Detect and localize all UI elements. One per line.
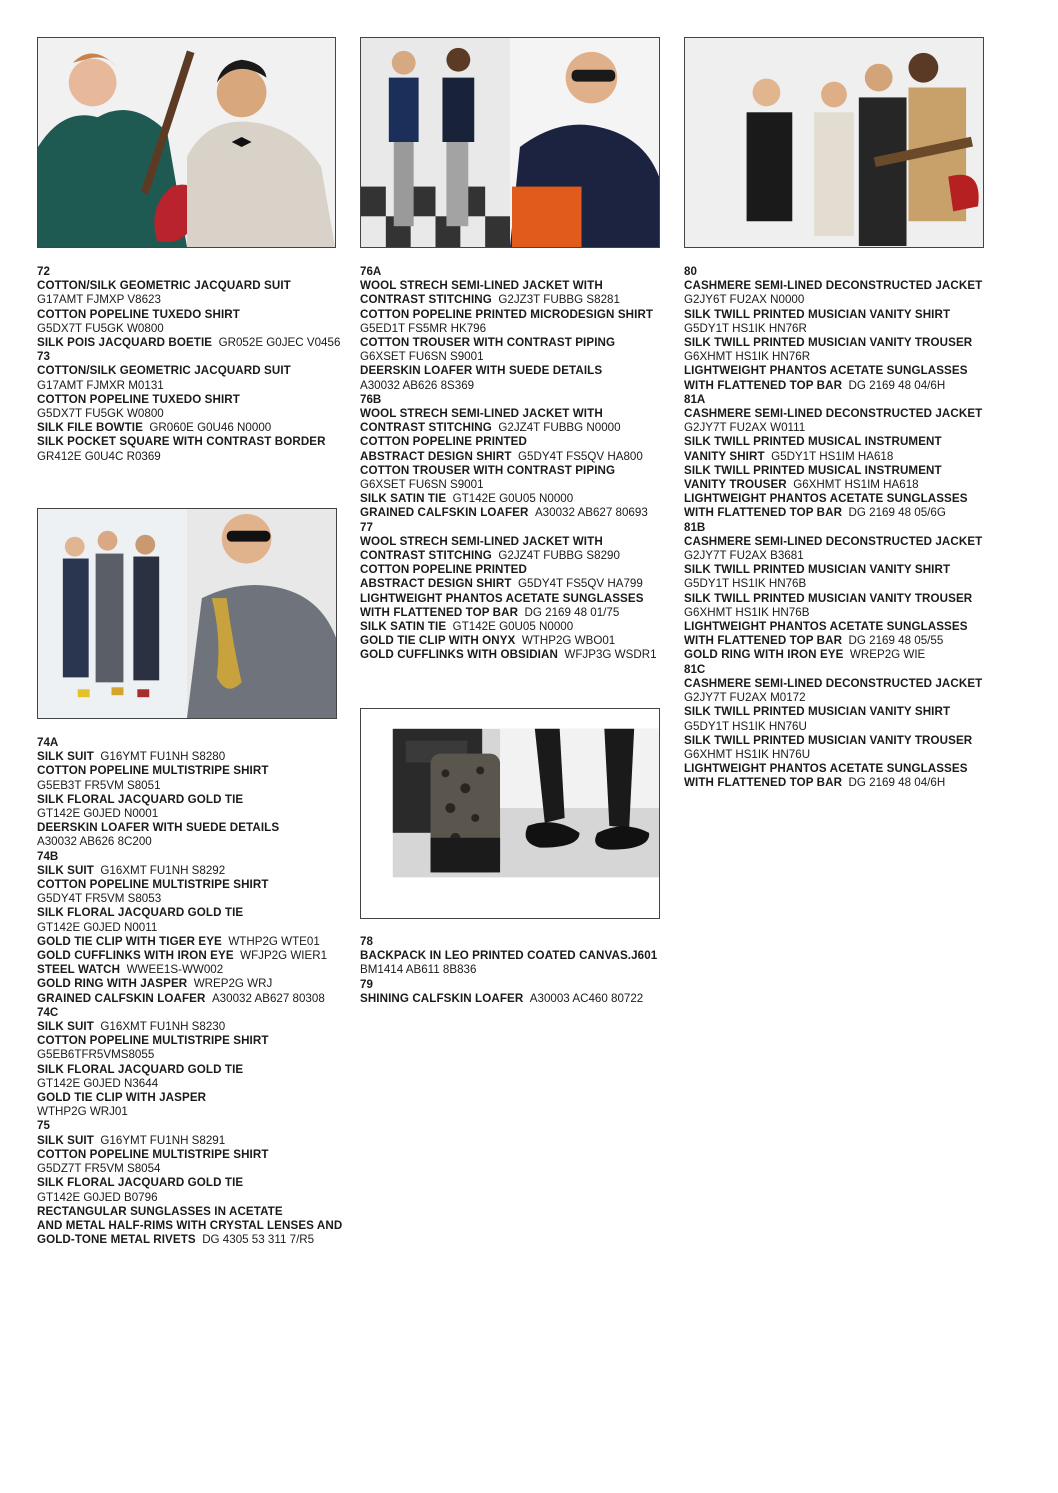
item-code: GT142E G0JED N0001 <box>37 807 159 821</box>
item-code: G2JY7T FU2AX W0111 <box>684 421 806 435</box>
item-line <box>37 407 347 421</box>
item-name: GRAINED CALFSKIN LOAFER <box>360 506 529 520</box>
item-code: DG 2169 48 04/6H <box>848 378 946 392</box>
item-name: GOLD TIE CLIP WITH ONYX <box>360 634 516 648</box>
item-code: G5DX7T FU5GK W0800 <box>37 407 164 421</box>
item-line <box>360 350 670 364</box>
item-name: COTTON POPELINE MULTISTRIPE SHIRT <box>37 878 269 892</box>
look-number <box>37 850 347 864</box>
item-line <box>360 620 670 634</box>
look-number <box>360 935 670 949</box>
item-name: ABSTRACT DESIGN SHIRT <box>360 577 512 591</box>
item-line <box>684 748 994 762</box>
item-code: G6XHMT HS1IK HN76U <box>684 747 811 761</box>
look-number <box>360 521 670 535</box>
item-line <box>684 435 994 449</box>
caption-block-col2-top <box>360 265 670 663</box>
item-name: GRAINED CALFSKIN LOAFER <box>37 991 206 1005</box>
look-number <box>684 393 994 407</box>
item-line <box>37 835 347 849</box>
item-code: GT142E G0JED N3644 <box>37 1076 159 1090</box>
item-name: GOLD TIE CLIP WITH JASPER <box>37 1091 207 1105</box>
look-number-text: 78 <box>360 935 373 948</box>
item-name: COTTON/SILK GEOMETRIC JACQUARD SUIT <box>37 364 291 378</box>
item-line <box>37 1105 347 1119</box>
item-line <box>360 592 670 606</box>
item-line <box>37 1176 347 1190</box>
item-line <box>37 1091 347 1105</box>
item-line <box>360 563 670 577</box>
item-line <box>360 634 670 648</box>
caption-block-col1-top <box>37 265 347 464</box>
item-code: A30032 AB626 8S369 <box>360 378 475 392</box>
item-line <box>37 1077 347 1091</box>
item-code: G2JY7T FU2AX B3681 <box>684 549 804 563</box>
item-line <box>37 1219 347 1233</box>
item-line <box>360 308 670 322</box>
item-name: WOOL STRECH SEMI-LINED JACKET WITH <box>360 407 603 421</box>
item-code: G5DZ7T FR5VM S8054 <box>37 1162 161 1176</box>
item-name: ABSTRACT DESIGN SHIRT <box>360 449 512 463</box>
look-number <box>37 350 347 364</box>
item-line <box>37 293 347 307</box>
item-line <box>684 563 994 577</box>
look-number <box>37 1119 347 1133</box>
item-line <box>37 977 347 991</box>
item-line <box>684 620 994 634</box>
item-name: GOLD CUFFLINKS WITH IRON EYE <box>37 949 234 963</box>
caption-block-col1-bottom <box>37 736 347 1247</box>
item-line <box>360 379 670 393</box>
item-name: SILK TWILL PRINTED MUSICIAN VANITY SHIRT <box>684 307 951 321</box>
item-line <box>684 648 994 662</box>
item-code: G2JZ4T FUBBG N0000 <box>498 421 621 435</box>
item-line <box>37 1205 347 1219</box>
look-number-text: 76A <box>360 265 382 278</box>
item-code: G5DY1T HS1IK HN76U <box>684 719 807 733</box>
item-code: A30032 AB627 80308 <box>211 991 325 1005</box>
item-line <box>684 634 994 648</box>
item-code: G5DY1T HS1IM HA618 <box>771 449 894 463</box>
look-number-text: 76B <box>360 392 382 406</box>
caption-block-col3 <box>684 265 994 791</box>
item-line <box>37 750 347 764</box>
item-line <box>684 379 994 393</box>
item-name: SILK SUIT <box>37 750 94 764</box>
item-line <box>37 1191 347 1205</box>
item-name: CASHMERE SEMI-LINED DECONSTRUCTED JACKET <box>684 676 983 690</box>
item-line <box>37 1148 347 1162</box>
item-line <box>37 308 347 322</box>
item-line <box>37 364 347 378</box>
item-name: GOLD CUFFLINKS WITH OBSIDIAN <box>360 648 558 662</box>
item-name: STEEL WATCH <box>37 963 121 977</box>
item-line <box>360 606 670 620</box>
item-line <box>37 779 347 793</box>
look-number-text: 81A <box>684 392 706 406</box>
item-line <box>360 407 670 421</box>
item-line <box>360 435 670 449</box>
item-line <box>37 793 347 807</box>
item-code: G5DY4T FR5VM S8053 <box>37 892 162 906</box>
item-code: G6XHMT HS1IM HA618 <box>793 478 919 492</box>
item-line <box>360 293 670 307</box>
item-name: COTTON POPELINE TUXEDO SHIRT <box>37 392 240 406</box>
item-code: WTHP2G WBO01 <box>521 634 616 648</box>
item-code: GT142E G0U05 N0000 <box>452 620 574 634</box>
item-line <box>684 308 994 322</box>
look-number-text: 79 <box>360 977 373 991</box>
caption-block-col2-bottom <box>360 935 670 1006</box>
item-name: WITH FLATTENED TOP BAR <box>684 506 843 520</box>
item-line <box>360 421 670 435</box>
item-name: COTTON POPELINE PRINTED <box>360 563 527 577</box>
item-line <box>37 906 347 920</box>
item-code: WWEE1S-WW002 <box>126 963 224 977</box>
look-number <box>684 521 994 535</box>
item-code: G5DY1T HS1IK HN76R <box>684 321 807 335</box>
item-name: COTTON POPELINE PRINTED <box>360 435 527 449</box>
item-code: G16YMT FU1NH S8291 <box>100 1133 226 1147</box>
item-name: LIGHTWEIGHT PHANTOS ACETATE SUNGLASSES <box>684 620 968 634</box>
item-line <box>360 963 670 977</box>
item-line <box>684 322 994 336</box>
item-line <box>37 1034 347 1048</box>
item-line <box>37 992 347 1006</box>
item-name: SILK POIS JACQUARD BOETIE <box>37 336 213 350</box>
item-code: G5DY4T FS5QV HA800 <box>518 449 643 463</box>
item-name: GOLD RING WITH IRON EYE <box>684 648 844 662</box>
item-name: SILK FLORAL JACQUARD GOLD TIE <box>37 792 244 806</box>
item-line <box>360 506 670 520</box>
item-line <box>684 350 994 364</box>
item-name: RECTANGULAR SUNGLASSES IN ACETATE <box>37 1204 283 1218</box>
item-name: WOOL STRECH SEMI-LINED JACKET WITH <box>360 534 603 548</box>
item-code: BM1414 AB611 8B836 <box>360 963 477 977</box>
item-name: CONTRAST STITCHING <box>360 293 492 307</box>
item-name: SILK SATIN TIE <box>360 620 447 634</box>
item-name: COTTON/SILK GEOMETRIC JACQUARD SUIT <box>37 279 291 293</box>
item-name: COTTON POPELINE PRINTED MICRODESIGN SHIRT <box>360 307 654 321</box>
item-line <box>684 407 994 421</box>
item-line <box>684 279 994 293</box>
item-line <box>360 464 670 478</box>
photo-look-80-81 <box>684 37 984 248</box>
item-line <box>37 379 347 393</box>
item-code: A30032 AB627 80693 <box>534 506 648 520</box>
item-line <box>684 506 994 520</box>
item-name: SILK TWILL PRINTED MUSICIAN VANITY TROUSER <box>684 591 973 605</box>
photo-look-72-73 <box>37 37 336 248</box>
item-code: G2JY6T FU2AX N0000 <box>684 293 805 307</box>
look-number <box>360 978 670 992</box>
look-number-text: 77 <box>360 520 373 534</box>
item-line <box>360 648 670 662</box>
item-code: G6XHMT HS1IK HN76B <box>684 605 810 619</box>
item-name: GOLD-TONE METAL RIVETS <box>37 1233 196 1247</box>
item-name: SILK FLORAL JACQUARD GOLD TIE <box>37 1176 244 1190</box>
item-line <box>37 450 347 464</box>
item-name: VANITY TROUSER <box>684 478 787 492</box>
photo-look-74-75 <box>37 508 337 719</box>
look-number-text: 74A <box>37 736 59 749</box>
item-line <box>37 963 347 977</box>
item-name: SILK TWILL PRINTED MUSICIAN VANITY SHIRT <box>684 705 951 719</box>
look-number <box>684 265 994 279</box>
item-code: GR412E G0U4C R0369 <box>37 449 161 463</box>
item-code: WTHP2G WTE01 <box>228 934 320 948</box>
item-code: GT142E G0JED B0796 <box>37 1190 158 1204</box>
item-line <box>37 393 347 407</box>
item-name: SILK TWILL PRINTED MUSICIAN VANITY SHIRT <box>684 563 951 577</box>
item-code: WFJP2G WIER1 <box>240 949 328 963</box>
item-name: WITH FLATTENED TOP BAR <box>684 634 843 648</box>
item-code: G2JZ3T FUBBG S8281 <box>498 293 620 307</box>
item-name: BACKPACK IN LEO PRINTED COATED CANVAS.J601 <box>360 949 658 963</box>
item-line <box>684 705 994 719</box>
item-code: G5DX7T FU5GK W0800 <box>37 321 164 335</box>
look-number <box>360 265 670 279</box>
item-line <box>37 864 347 878</box>
item-line <box>37 435 347 449</box>
item-line <box>37 279 347 293</box>
item-name: WITH FLATTENED TOP BAR <box>684 378 843 392</box>
item-line <box>684 421 994 435</box>
item-name: GOLD RING WITH JASPER <box>37 977 188 991</box>
item-line <box>684 606 994 620</box>
photo-look-78-79 <box>360 708 660 919</box>
item-line <box>684 720 994 734</box>
item-line <box>37 322 347 336</box>
item-name: DEERSKIN LOAFER WITH SUEDE DETAILS <box>360 364 603 378</box>
item-name: SILK FILE BOWTIE <box>37 421 143 435</box>
item-code: WREP2G WRJ <box>193 977 273 991</box>
item-name: SILK SATIN TIE <box>360 492 447 506</box>
look-number-text: 80 <box>684 265 697 278</box>
item-name: CONTRAST STITCHING <box>360 421 492 435</box>
item-line <box>37 336 347 350</box>
item-name: WITH FLATTENED TOP BAR <box>360 605 519 619</box>
item-line <box>684 478 994 492</box>
item-line <box>684 293 994 307</box>
item-name: SILK SUIT <box>37 1020 94 1034</box>
item-name: SILK TWILL PRINTED MUSICAL INSTRUMENT <box>684 463 942 477</box>
item-code: G17AMT FJMXR M0131 <box>37 378 164 392</box>
item-line <box>684 577 994 591</box>
item-name: COTTON TROUSER WITH CONTRAST PIPING <box>360 336 616 350</box>
item-name: WITH FLATTENED TOP BAR <box>684 776 843 790</box>
item-name: SILK TWILL PRINTED MUSICIAN VANITY TROUSER <box>684 733 973 747</box>
item-code: G6XSET FU6SN S9001 <box>360 350 484 364</box>
item-name: CONTRAST STITCHING <box>360 549 492 563</box>
item-line <box>360 549 670 563</box>
item-line <box>684 549 994 563</box>
item-code: GT142E G0U05 N0000 <box>452 492 574 506</box>
item-code: DG 2169 48 05/6G <box>848 506 946 520</box>
photo-look-76-77 <box>360 37 660 248</box>
item-line <box>684 450 994 464</box>
item-line <box>360 478 670 492</box>
item-line <box>684 776 994 790</box>
look-number <box>360 393 670 407</box>
item-name: WOOL STRECH SEMI-LINED JACKET WITH <box>360 279 603 293</box>
item-code: G5EB6TFR5VMS8055 <box>37 1048 155 1062</box>
item-code: DG 2169 48 05/55 <box>848 634 944 648</box>
item-line <box>37 1134 347 1148</box>
look-number <box>37 265 347 279</box>
item-code: G17AMT FJMXP V8623 <box>37 293 161 307</box>
item-code: G2JZ4T FUBBG S8290 <box>498 549 620 563</box>
item-line <box>360 492 670 506</box>
item-code: G5EB3T FR5VM S8051 <box>37 778 161 792</box>
item-name: LIGHTWEIGHT PHANTOS ACETATE SUNGLASSES <box>684 762 968 776</box>
item-name: COTTON TROUSER WITH CONTRAST PIPING <box>360 463 616 477</box>
look-number <box>37 1006 347 1020</box>
item-name: SILK SUIT <box>37 1133 94 1147</box>
item-code: WREP2G WIE <box>849 648 926 662</box>
item-name: VANITY SHIRT <box>684 449 765 463</box>
item-line <box>37 921 347 935</box>
item-name: GOLD TIE CLIP WITH TIGER EYE <box>37 934 222 948</box>
look-number-text: 81C <box>684 662 706 676</box>
item-line <box>360 949 670 963</box>
item-line <box>360 577 670 591</box>
item-line <box>37 949 347 963</box>
item-line <box>37 764 347 778</box>
item-code: G16XMT FU1NH S8292 <box>100 863 226 877</box>
item-code: A30032 AB626 8C200 <box>37 835 152 849</box>
item-code: G16XMT FU1NH S8230 <box>100 1020 226 1034</box>
item-name: COTTON POPELINE MULTISTRIPE SHIRT <box>37 1147 269 1161</box>
item-name: SILK FLORAL JACQUARD GOLD TIE <box>37 1062 244 1076</box>
item-code: G5ED1T FS5MR HK796 <box>360 321 487 335</box>
item-line <box>360 535 670 549</box>
item-code: DG 4305 53 311 7/R5 <box>202 1233 315 1247</box>
item-name: SILK FLORAL JACQUARD GOLD TIE <box>37 906 244 920</box>
item-line <box>684 734 994 748</box>
item-name: CASHMERE SEMI-LINED DECONSTRUCTED JACKET <box>684 534 983 548</box>
item-code: G6XHMT HS1IK HN76R <box>684 350 811 364</box>
item-name: SILK POCKET SQUARE WITH CONTRAST BORDER <box>37 435 326 449</box>
item-line <box>684 492 994 506</box>
look-number-text: 73 <box>37 350 50 364</box>
item-name: COTTON POPELINE TUXEDO SHIRT <box>37 307 240 321</box>
item-line <box>37 807 347 821</box>
item-name: LIGHTWEIGHT PHANTOS ACETATE SUNGLASSES <box>684 492 968 506</box>
item-line <box>684 535 994 549</box>
item-code: A30003 AC460 80722 <box>529 991 644 1005</box>
item-line <box>360 279 670 293</box>
item-line <box>684 592 994 606</box>
item-line <box>684 336 994 350</box>
look-number <box>37 736 347 750</box>
item-name: SHINING CALFSKIN LOAFER <box>360 991 524 1005</box>
item-line <box>37 1063 347 1077</box>
item-code: WFJP3G WSDR1 <box>564 648 657 662</box>
item-line <box>360 992 670 1006</box>
item-line <box>37 821 347 835</box>
item-code: GT142E G0JED N0011 <box>37 920 158 934</box>
item-line <box>684 691 994 705</box>
item-name: SILK TWILL PRINTED MUSICAL INSTRUMENT <box>684 435 942 449</box>
item-line <box>684 364 994 378</box>
item-line <box>684 677 994 691</box>
look-number-text: 72 <box>37 265 50 278</box>
look-number-text: 74B <box>37 849 59 863</box>
item-code: G16YMT FU1NH S8280 <box>100 750 226 764</box>
item-code: G5DY1T HS1IK HN76B <box>684 577 807 591</box>
item-line <box>360 364 670 378</box>
item-line <box>37 878 347 892</box>
item-code: WTHP2G WRJ01 <box>37 1105 128 1119</box>
item-line <box>37 1048 347 1062</box>
item-name: SILK TWILL PRINTED MUSICIAN VANITY TROUSER <box>684 336 973 350</box>
item-name: COTTON POPELINE MULTISTRIPE SHIRT <box>37 1034 269 1048</box>
item-code: GR060E G0U46 N0000 <box>149 421 272 435</box>
item-code: DG 2169 48 04/6H <box>848 776 946 790</box>
look-number <box>684 663 994 677</box>
item-name: SILK SUIT <box>37 863 94 877</box>
look-number-text: 74C <box>37 1005 59 1019</box>
item-name: CASHMERE SEMI-LINED DECONSTRUCTED JACKET <box>684 407 983 421</box>
look-number-text: 81B <box>684 520 706 534</box>
item-code: G5DY4T FS5QV HA799 <box>518 577 643 591</box>
item-name: AND METAL HALF-RIMS WITH CRYSTAL LENSES AND <box>37 1218 343 1232</box>
item-line <box>360 322 670 336</box>
look-number-text: 75 <box>37 1119 50 1133</box>
item-name: COTTON POPELINE MULTISTRIPE SHIRT <box>37 764 269 778</box>
item-line <box>37 935 347 949</box>
item-line <box>37 1020 347 1034</box>
item-line <box>37 1233 347 1247</box>
item-code: G6XSET FU6SN S9001 <box>360 478 484 492</box>
item-line <box>360 450 670 464</box>
item-line <box>684 464 994 478</box>
item-code: DG 2169 48 01/75 <box>524 605 620 619</box>
item-code: G2JY7T FU2AX M0172 <box>684 691 806 705</box>
item-name: LIGHTWEIGHT PHANTOS ACETATE SUNGLASSES <box>360 591 644 605</box>
item-line <box>37 421 347 435</box>
item-name: DEERSKIN LOAFER WITH SUEDE DETAILS <box>37 821 280 835</box>
item-name: CASHMERE SEMI-LINED DECONSTRUCTED JACKET <box>684 279 983 293</box>
item-code: GR052E G0JEC V0456 <box>218 336 341 350</box>
item-line <box>360 336 670 350</box>
item-name: LIGHTWEIGHT PHANTOS ACETATE SUNGLASSES <box>684 364 968 378</box>
item-line <box>684 762 994 776</box>
item-line <box>37 892 347 906</box>
item-line <box>37 1162 347 1176</box>
